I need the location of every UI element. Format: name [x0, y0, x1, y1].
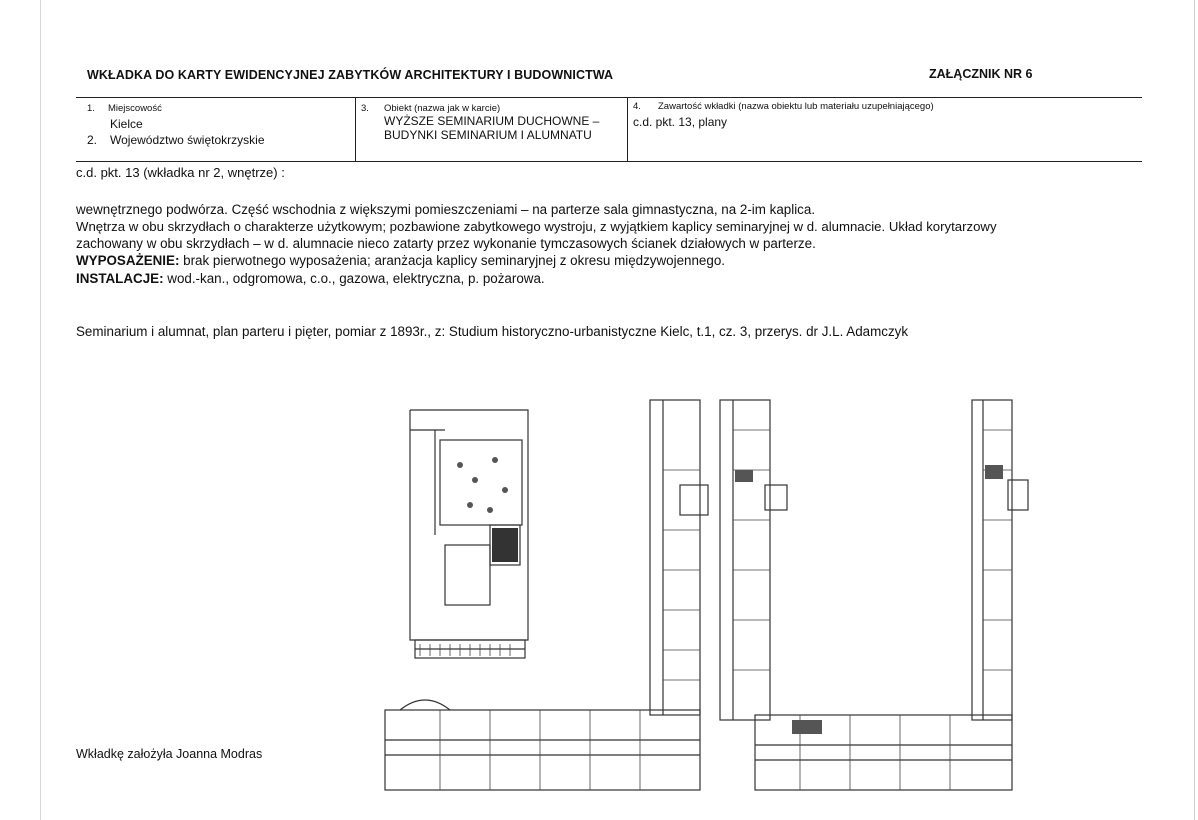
- field-number: 4.: [633, 101, 641, 112]
- field-value-voivodeship: Województwo świętokrzyskie: [110, 133, 265, 147]
- column-divider: [355, 98, 356, 161]
- body-line-3: zachowany w obu skrzydłach – w d. alumnacie nieco zatarty przez wykonanie tymczasowych ścianek działowych w parterze.: [76, 236, 816, 251]
- installations-line: [76, 270, 545, 288]
- equipment-label: WYPOSAŻENIE:: [76, 253, 180, 268]
- continuation-line: c.d. pkt. 13 (wkładka nr 2, wnętrze) :: [76, 165, 285, 180]
- scan-left-edge: [40, 0, 41, 820]
- field-value-locality: Kielce: [110, 117, 143, 131]
- body-line-2: Wnętrza w obu skrzydłach o charakterze użytkowym; pozbawione zabytkowego wystroju, z wyjątkiem kaplicy seminaryjnej w d. alumnacie. Układ korytarzowy: [76, 219, 997, 234]
- field-number: 2.: [87, 133, 98, 147]
- floor-plan-drawing: [380, 370, 1030, 800]
- document-title: WKŁADKA DO KARTY EWIDENCYJNEJ ZABYTKÓW ARCHITEKTURY I BUDOWNICTWA: [87, 68, 614, 82]
- form-table: [76, 97, 1142, 162]
- field-value-object-1: WYŻSZE SEMINARIUM DUCHOWNE –: [384, 114, 600, 128]
- field-value-object-2: BUDYNKI SEMINARIUM I ALUMNATU: [384, 128, 592, 142]
- field-number: 1.: [87, 103, 95, 114]
- annex-label: ZAŁĄCZNIK NR 6: [929, 67, 1033, 81]
- scan-right-edge: [1194, 0, 1195, 820]
- field-number: 3.: [361, 103, 369, 114]
- field-label-object: Obiekt (nazwa jak w karcie): [384, 103, 501, 114]
- figure-caption: Seminarium i alumnat, plan parteru i pięter, pomiar z 1893r., z: Studium historyczno-urbanistyczne Kielc, t.1, cz. 3, przerys. dr J.L. Adamczyk: [76, 324, 909, 339]
- column-divider: [627, 98, 628, 161]
- field-value-content: c.d. pkt. 13, plany: [633, 115, 728, 129]
- field-label-locality: Miejscowość: [108, 103, 162, 114]
- equipment-text: brak pierwotnego wyposażenia; aranżacja kaplicy seminaryjnej z okresu międzywojennego.: [179, 253, 725, 268]
- author-note: Wkładkę założyła Joanna Modras: [76, 747, 263, 761]
- field-label-content: Zawartość wkładki (nazwa obiektu lub materiału uzupełniającego): [658, 101, 934, 112]
- installations-text: wod.-kan., odgromowa, c.o., gazowa, elektryczna, p. pożarowa.: [163, 271, 545, 286]
- installations-label: INSTALACJE:: [76, 271, 164, 286]
- body-line-1: wewnętrznego podwórza. Część wschodnia z większymi pomieszczeniami – na parterze sala gimnastyczna, na 2-im kaplica.: [76, 202, 816, 217]
- equipment-line: [76, 252, 725, 270]
